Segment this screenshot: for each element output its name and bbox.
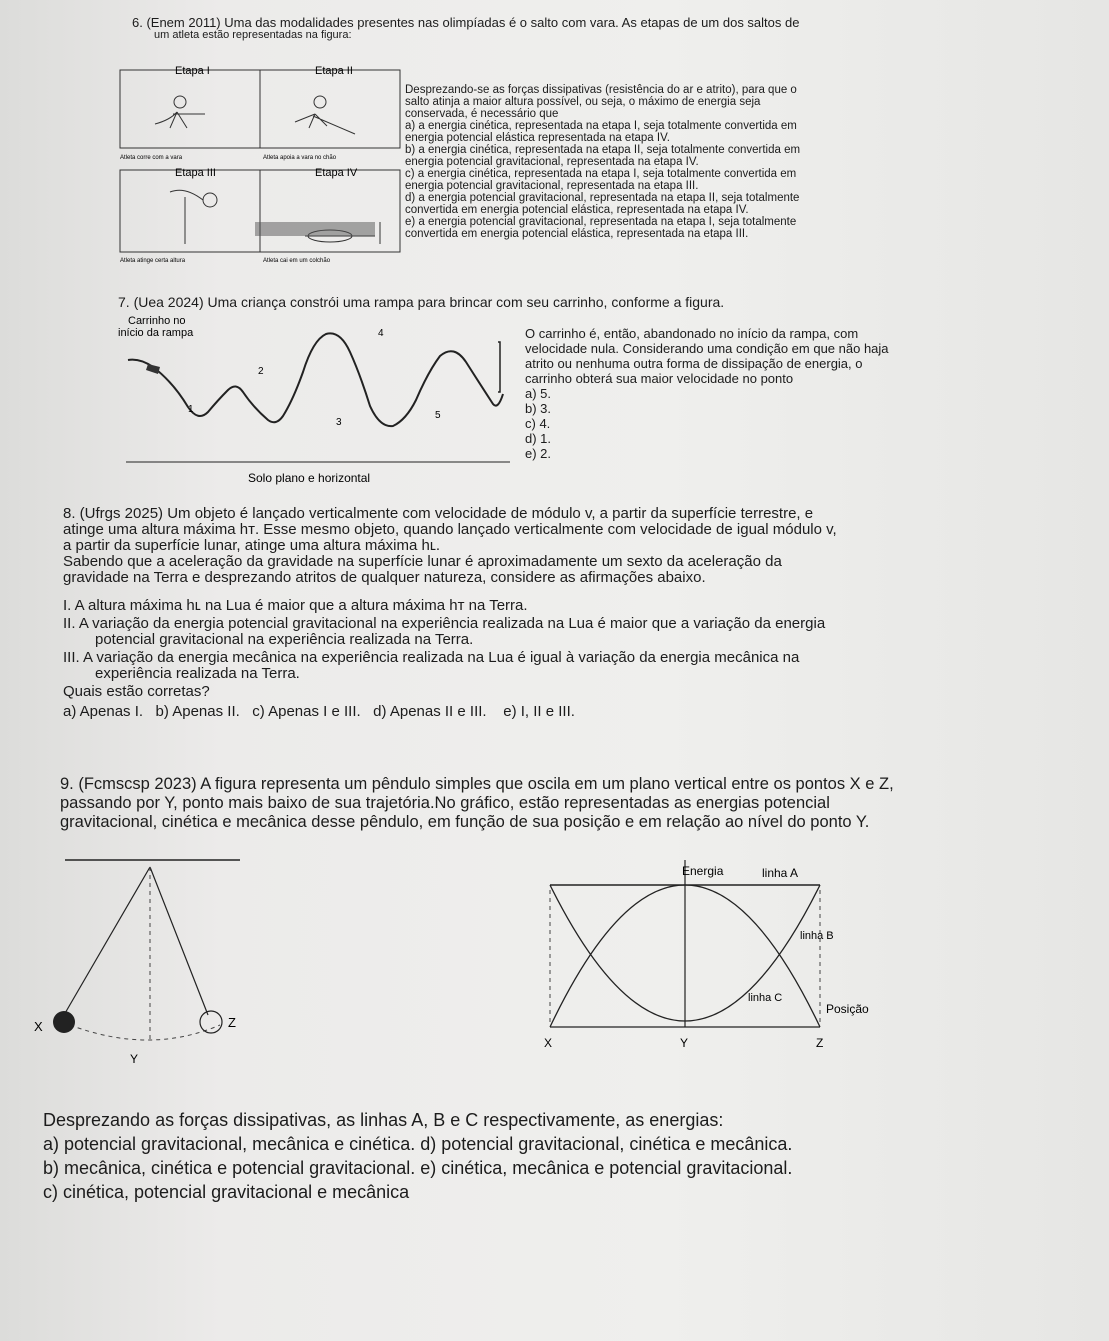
q9-stem-line: passando por Y, ponto mais baixo de sua trajetória.No gráfico, estão representadas as energias potencial: [60, 794, 830, 812]
q8-statement-2a: II. A variação da energia potencial gravitacional na experiência realizada na Lua é maior que a variação da energia: [63, 615, 826, 632]
stage2-panel: [260, 70, 400, 148]
q7-header: 7. (Uea 2024) Uma criança constrói uma rampa para brincar com seu carrinho, conforme a figura.: [118, 294, 725, 310]
q6-option-line: convertida em energia potencial elástica, representada na etapa III.: [405, 228, 749, 240]
stage1-caption: Atleta corre com a vara: [120, 155, 183, 161]
stage1-title: Etapa I: [175, 65, 210, 77]
q8-stem-line: atinge uma altura máxima hᴛ. Esse mesmo objeto, quando lançado verticalmente com velocidade de igual módulo v,: [63, 521, 837, 538]
q8-statement-3a: III. A variação da energia mecânica na experiência realizada na Lua é igual à variação da energia mecânica na: [63, 649, 800, 666]
q6-option-line: d) a energia potencial gravitacional, representada na etapa II, seja totalmente: [405, 192, 800, 204]
q8-stem-line: 8. (Ufrgs 2025) Um objeto é lançado verticalmente com velocidade de módulo v, a partir da superfície terrestre, e: [63, 505, 814, 522]
stage4-caption: Atleta cai em um colchão: [263, 258, 331, 264]
athlete-icon: [314, 96, 326, 108]
pendulum-label-z: Z: [228, 1015, 236, 1030]
point-label-4: 4: [378, 328, 384, 339]
q8-options: a) Apenas I. b) Apenas II. c) Apenas I e III. d) Apenas II e III. e) I, II e III.: [63, 703, 575, 720]
q6-stem-line: Desprezando-se as forças dissipativas (resistência do ar e atrito), para que o: [405, 84, 797, 96]
q8-block: [63, 506, 1073, 720]
q7-stem-line: O carrinho é, então, abandonado no início da rampa, com: [525, 326, 859, 341]
graph-y-label: Energia: [682, 864, 724, 878]
cart-label-line2: início da rampa: [118, 327, 194, 339]
cart-label-line1: Carrinho no: [128, 315, 186, 327]
athlete-icon: [174, 96, 186, 108]
q6-option-line: b) a energia cinética, representada na etapa II, seja totalmente convertida em: [405, 144, 801, 156]
q7-body: [525, 326, 995, 461]
q7-option: a) 5.: [525, 386, 552, 401]
cart-icon: [146, 364, 160, 374]
q6-option-line: energia potencial gravitacional, representada na etapa IV.: [405, 156, 699, 168]
q8-stem-line: Sabendo que a aceleração da gravidade na superfície lunar é aproximadamente um sexto da aceleração da: [63, 553, 782, 570]
q9-stem-line: 9. (Fcmscsp 2023) A figura representa um pêndulo simples que oscila em um plano vertical entre os pontos X e Z,: [60, 775, 894, 793]
q8-statement-2b: potencial gravitacional na experiência realizada na Terra.: [95, 631, 474, 648]
stage3-caption: Atleta atinge certa altura: [120, 258, 186, 264]
q6-option-line: convertida em energia potencial elástica, representada na etapa IV.: [405, 204, 749, 216]
q7-option: c) 4.: [525, 416, 551, 431]
q6-header: [132, 16, 932, 42]
q8-stem-line: a partir da superfície lunar, atinge uma altura máxima hʟ.: [63, 537, 441, 554]
q8-stem-line: gravidade na Terra e desprezando atritos de qualquer natureza, considere as afirmações abaixo.: [63, 569, 706, 586]
q9-energy-graph: [520, 855, 890, 1060]
q9-stem-line: gravitacional, cinética e mecânica desse pêndulo, em função de sua posição e em relação ao nível do ponto Y.: [60, 813, 870, 831]
graph-tick-z: Z: [816, 1036, 824, 1050]
q9-stem: [60, 775, 1090, 832]
q6-option-line: energia potencial elástica representada na etapa IV.: [405, 132, 670, 144]
q8-statement-1: I. A altura máxima hʟ na Lua é maior que a altura máxima hᴛ na Terra.: [63, 597, 528, 614]
q6-option-line: c) a energia cinética, representada na etapa I, seja totalmente convertida em: [405, 168, 797, 180]
q9-options-block: [43, 1108, 1093, 1204]
q7-stem-line: carrinho obterá sua maior velocidade no ponto: [525, 371, 794, 386]
stage1-panel: [120, 70, 260, 148]
q8-question: Quais estão corretas?: [63, 683, 210, 700]
graph-line-c-label: linha C: [748, 992, 783, 1004]
ramp-curve: [128, 333, 503, 426]
q6-option-line: energia potencial gravitacional, representada na etapa III.: [405, 180, 699, 192]
stage4-title: Etapa IV: [315, 167, 358, 179]
ground-label: Solo plano e horizontal: [248, 471, 371, 485]
q6-header-line1: 6. (Enem 2011) Uma das modalidades presentes nas olimpíadas é o salto com vara. As etapas de um dos saltos de: [132, 15, 800, 30]
q6-option-line: a) a energia cinética, representada na etapa I, seja totalmente convertida em: [405, 120, 797, 132]
stage2-title: Etapa II: [315, 65, 353, 77]
stage3-panel: [120, 170, 260, 252]
pendulum-bob-x: [53, 1011, 75, 1033]
pendulum-label-y: Y: [130, 1052, 139, 1066]
stage3-title: Etapa III: [175, 167, 216, 179]
q9-option-line: c) cinética, potencial gravitacional e mecânica: [43, 1182, 410, 1202]
pendulum-bob-z: [200, 1011, 222, 1033]
q7-option: b) 3.: [525, 401, 552, 416]
q6-header-line2: um atleta estão representadas na figura:: [154, 29, 352, 41]
q9-option-line: b) mecânica, cinética e potencial gravitacional. e) cinética, mecânica e potencial gravitacional.: [43, 1158, 793, 1178]
q7-stem-line: velocidade nula. Considerando uma condição em que não haja: [525, 341, 889, 356]
pendulum-string: [64, 867, 150, 1015]
q7-option: e) 2.: [525, 446, 552, 461]
q6-stem-line: salto atinja a maior altura possível, ou seja, o máximo de energia seja: [405, 96, 761, 108]
q9-question: Desprezando as forças dissipativas, as linhas A, B e C respectivamente, as energias:: [43, 1110, 724, 1130]
q6-stem-line: conservada, é necessário que: [405, 108, 559, 120]
q7-option: d) 1.: [525, 431, 552, 446]
graph-x-label: Posição: [826, 1002, 869, 1016]
q8-statement-3b: experiência realizada na Terra.: [95, 665, 300, 682]
stage2-caption: Atleta apoia a vara no chão: [263, 155, 337, 161]
point-label-5: 5: [435, 410, 441, 421]
point-label-3: 3: [336, 417, 342, 428]
pendulum-label-x: X: [34, 1019, 43, 1034]
q6-pole-vault-figure: [115, 62, 405, 270]
q6-option-line: e) a energia potencial gravitacional, representada na etapa I, seja totalmente: [405, 216, 797, 228]
point-label-1: 1: [188, 404, 194, 415]
q9-option-line: a) potencial gravitacional, mecânica e cinética. d) potencial gravitacional, cinética e mecânica.: [43, 1134, 793, 1154]
q9-pendulum-figure: [30, 855, 250, 1070]
q7-ramp-figure: [118, 312, 518, 492]
athlete-icon: [203, 193, 217, 207]
graph-line-b-label: linha B: [800, 930, 834, 942]
point-label-2: 2: [258, 366, 264, 377]
graph-line-a-label: linha A: [762, 866, 799, 880]
q6-body: [405, 84, 965, 240]
graph-tick-y: Y: [680, 1036, 689, 1050]
graph-tick-x: X: [544, 1036, 553, 1050]
q7-stem-line: atrito ou nenhuma outra forma de dissipação de energia, o: [525, 356, 863, 371]
stage4-panel: [260, 170, 400, 252]
